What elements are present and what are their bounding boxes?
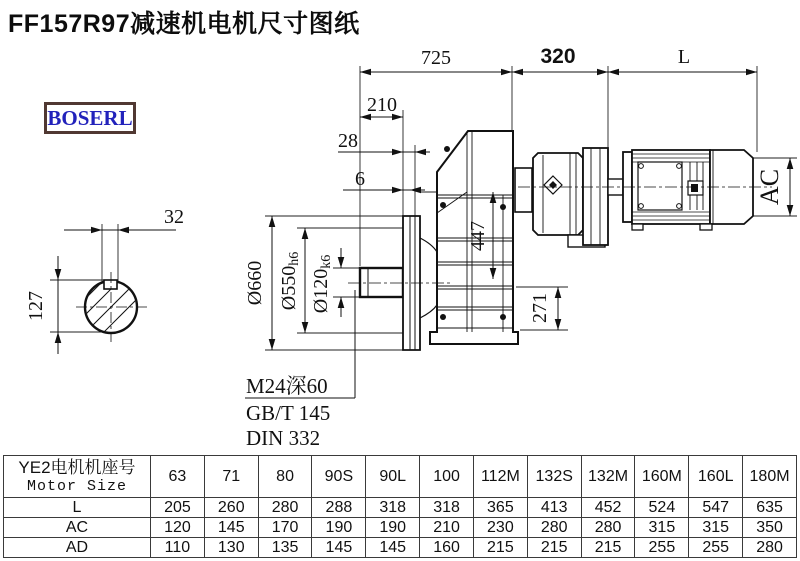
size-col: 160M bbox=[635, 456, 689, 498]
table-row-L: L 205 260 280 288 318 318 365 413 452 524 547 635 bbox=[4, 498, 797, 518]
dim-L: L bbox=[677, 46, 691, 68]
size-col: 90L bbox=[366, 456, 420, 498]
table-header-row bbox=[4, 456, 797, 498]
input-bell-2 bbox=[583, 148, 608, 245]
row-label: L bbox=[4, 498, 151, 518]
row-label: AC bbox=[4, 518, 151, 538]
size-col: 180M bbox=[743, 456, 797, 498]
size-col: 132S bbox=[527, 456, 581, 498]
size-col: 71 bbox=[204, 456, 258, 498]
dim-447: 447 bbox=[467, 221, 489, 251]
coupling-stub bbox=[515, 168, 532, 212]
note-gb: GB/T 145 bbox=[246, 401, 331, 425]
page-title: FF157R97减速机电机尺寸图纸 bbox=[8, 10, 360, 38]
note-tap: M24深60 bbox=[246, 374, 328, 398]
input-bell-1 bbox=[533, 153, 583, 235]
dim-120: Ø120k6 bbox=[310, 254, 334, 314]
dimension-lines bbox=[58, 72, 790, 398]
size-col: 160L bbox=[689, 456, 743, 498]
dim-AC: AC bbox=[755, 168, 784, 206]
table-row-AC: AC 120 145 170 190 190 210 230 280 280 315 315 350 bbox=[4, 518, 797, 538]
keyway-notch bbox=[104, 280, 117, 289]
header-motor-size: YE2电机机座号 Motor Size bbox=[4, 456, 151, 498]
motor-foot bbox=[632, 224, 643, 230]
brand-logo-text: BOSERL bbox=[47, 105, 133, 130]
note-din: DIN 332 bbox=[246, 426, 321, 450]
dim-320: 320 bbox=[540, 45, 576, 68]
size-col: 80 bbox=[258, 456, 312, 498]
dim-6: 6 bbox=[355, 168, 365, 190]
size-col: 100 bbox=[420, 456, 474, 498]
shaft-section-view bbox=[66, 266, 160, 368]
dim-32: 32 bbox=[164, 206, 184, 228]
dim-725: 725 bbox=[421, 47, 451, 69]
dim-28: 28 bbox=[338, 130, 358, 152]
row-label: AD bbox=[4, 538, 151, 558]
dim-660: Ø660 bbox=[244, 260, 266, 306]
table-row-AD: AD 110 130 135 145 145 160 215 215 215 255 255 280 bbox=[4, 538, 797, 558]
dim-127: 127 bbox=[25, 291, 47, 321]
output-shaft bbox=[360, 268, 403, 297]
motor-size-table bbox=[3, 455, 797, 558]
motor-foot bbox=[700, 224, 712, 230]
size-col: 112M bbox=[473, 456, 527, 498]
stator-pack bbox=[638, 162, 682, 210]
dim-550: Ø550h6 bbox=[278, 251, 302, 311]
size-col: 63 bbox=[151, 456, 205, 498]
gear-unit-outline bbox=[360, 131, 753, 350]
dim-210: 210 bbox=[367, 94, 397, 116]
dim-271: 271 bbox=[529, 293, 551, 323]
size-col: 132M bbox=[581, 456, 635, 498]
size-col: 90S bbox=[312, 456, 366, 498]
